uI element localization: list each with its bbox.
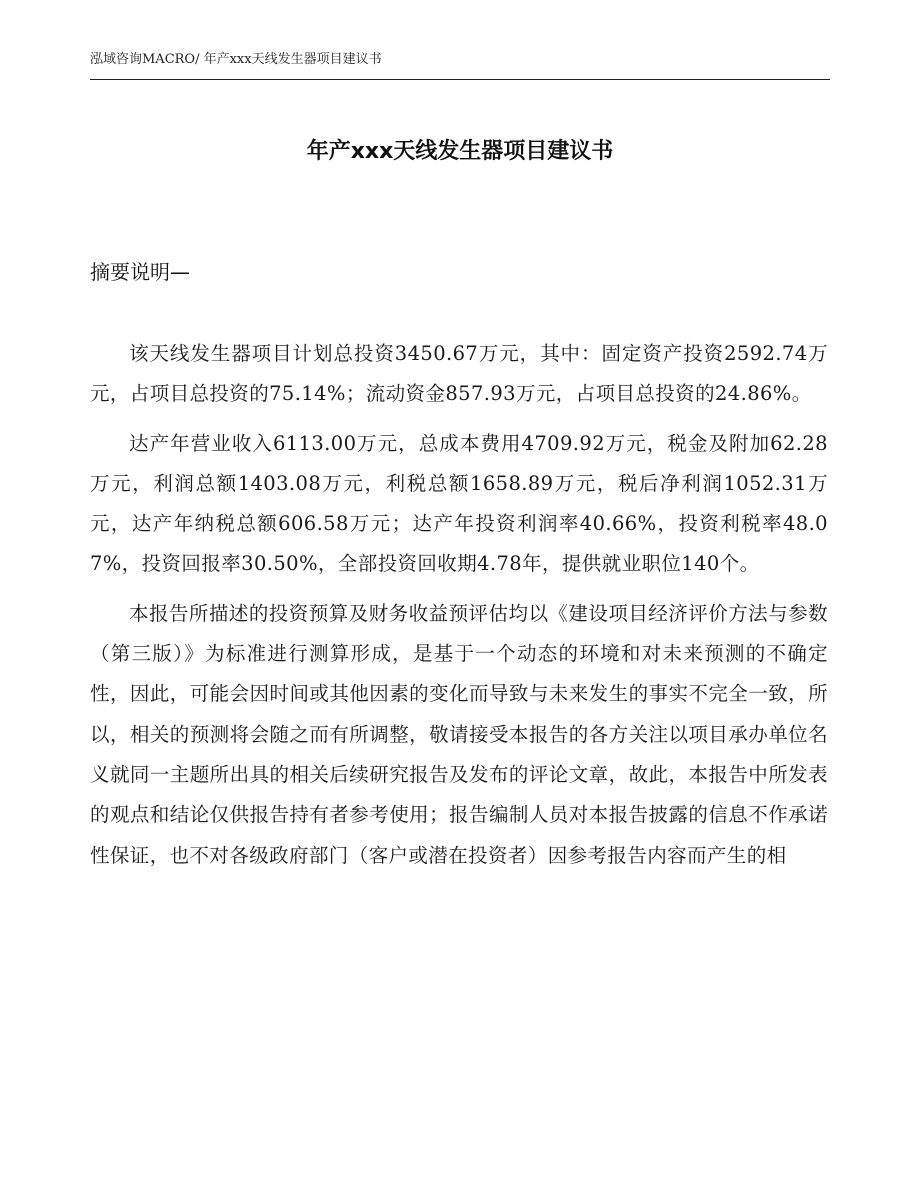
section-heading-summary: 摘要说明— xyxy=(90,260,190,284)
header-divider xyxy=(90,79,830,80)
body-text xyxy=(90,334,828,885)
paragraph-investment: 该天线发生器项目计划总投资3450.67万元，其中：固定资产投资2592.74万元，占项目总投资的75.14%；流动资金857.93万元，占项目总投资的24.86%。 xyxy=(90,342,828,406)
document-title: 年产xxx天线发生器项目建议书 xyxy=(306,139,614,164)
paragraph-financials: 达产年营业收入6113.00万元，总成本费用4709.92万元，税金及附加62.28万元，利润总额1403.08万元，利税总额1658.89万元，税后净利润1052.31万元，达产年纳税总额606.58万元；达产年投资利润率40.66%，投资利税率48.07%，投资回报率30.50%，全部投资回收期4.78年，提供就业职位140个。 xyxy=(90,431,828,576)
running-header: 泓域咨询MACRO/ 年产xxx天线发生器项目建议书 xyxy=(90,52,382,67)
paragraph-disclaimer: 本报告所描述的投资预算及财务收益预评估均以《建设项目经济评价方法与参数（第三版）》为标准进行测算形成，是基于一个动态的环境和对未来预测的不确定性，因此，可能会因时间或其他因素的变化而导致与未来发生的事实不完全一致，所以，相关的预测将会随之而有所调整，敬请接受本报告的各方关注以项目承办单位名义就同一主题所出具的相关后续研究报告及发布的评论文章，故此，本报告中所发表的观点和结论仅供报告持有者参考使用；报告编制人员对本报告披露的信息不作承诺性保证，也不对各级政府部门（客户或潜在投资者）因参考报告内容而产生的相 xyxy=(90,601,828,867)
